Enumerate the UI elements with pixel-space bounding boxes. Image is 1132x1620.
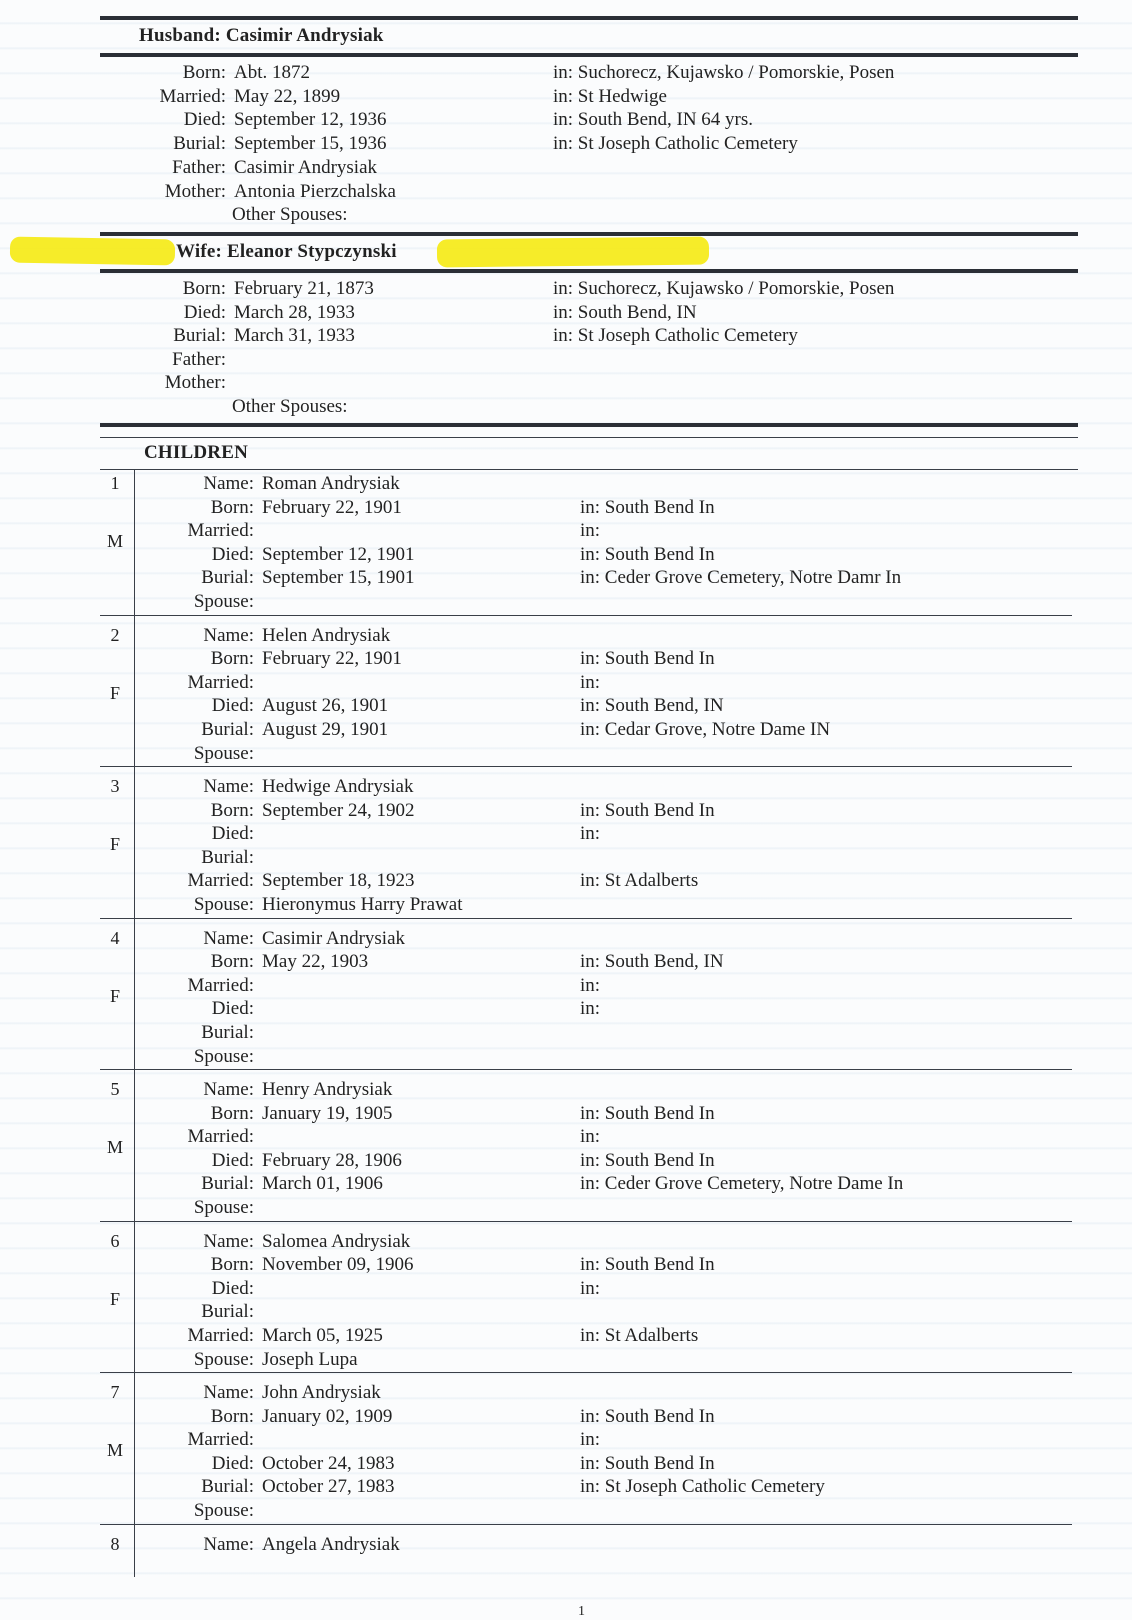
child-sex: F [109, 682, 120, 703]
child-sex: F [109, 985, 120, 1006]
child-row-label: Married: [187, 671, 254, 693]
child-row-label: Married: [187, 870, 254, 892]
child-row-label: Burial: [201, 846, 254, 868]
husband-rule [100, 53, 1078, 57]
husband-row-value: May 22, 1899 [234, 85, 341, 107]
child-row-place: in: Ceder Grove Cemetery, Notre Dame In [580, 1173, 904, 1195]
wife-row-value: March 31, 1933 [234, 325, 355, 346]
child-row-place: in: South Bend In [580, 648, 715, 670]
child-row-place: in: South Bend In [580, 1452, 715, 1474]
husband-row-value: Abt. 1872 [234, 62, 310, 83]
child-separator-rule [100, 1524, 1072, 1525]
husband-row-value: Antonia Pierzchalska [234, 180, 396, 202]
child-row-label: Married: [187, 1324, 254, 1346]
husband-row-value: September 15, 1936 [234, 133, 387, 155]
child-row-value: May 22, 1903 [262, 951, 369, 973]
child-row-value: Roman Andrysiak [262, 473, 400, 494]
child-number: 8 [110, 1533, 120, 1554]
wife-title: Wife: Eleanor Stypczynski [176, 241, 397, 262]
child-row-value: John Andrysiak [262, 1382, 381, 1403]
child-row-label: Spouse: [193, 1500, 254, 1521]
child-row-place: in: Cedar Grove, Notre Dame IN [580, 718, 831, 740]
wife-other-spouses: Other Spouses: [232, 396, 348, 417]
husband-row-place: in: South Bend, IN 64 yrs. [553, 109, 754, 131]
top-rule [100, 16, 1078, 20]
child-separator-rule [100, 1372, 1072, 1373]
children-top-thin-rule [100, 437, 1078, 438]
husband-row-label: Born: [182, 62, 226, 83]
child-row-label: Burial: [201, 1021, 254, 1043]
wife-row-place: in: Suchorecz, Kujawsko / Pomorskie, Posen [553, 278, 895, 299]
child-row-label: Spouse: [193, 1348, 254, 1370]
husband-row-place: in: St Hedwige [553, 85, 667, 107]
child-row-value: September 18, 1923 [262, 870, 415, 892]
wife-row-place: in: St Joseph Catholic Cemetery [553, 325, 798, 346]
child-number: 4 [110, 927, 120, 948]
child-row-label: Name: [203, 1382, 254, 1403]
child-row-label: Born: [210, 648, 254, 670]
child-separator-rule [100, 918, 1072, 919]
child-row-place: in: South Bend, IN [580, 951, 724, 973]
child-row-value: Helen Andrysiak [262, 624, 391, 646]
child-number: 1 [110, 473, 120, 493]
child-row-place: in: [580, 1277, 601, 1299]
wife-row-value: February 21, 1873 [234, 278, 374, 299]
child-row-label: Married: [187, 520, 254, 542]
child-row-label: Born: [210, 496, 254, 518]
child-row-label: Born: [210, 1102, 254, 1124]
child-row-value: Henry Andrysiak [262, 1079, 393, 1100]
child-row-value: February 22, 1901 [262, 648, 402, 670]
wife-rule [100, 269, 1078, 273]
wife-row-label: Born: [182, 278, 226, 299]
child-row-value: September 15, 1901 [262, 567, 415, 589]
child-row-place: in: [580, 1429, 601, 1451]
child-row-value: January 19, 1905 [262, 1102, 393, 1124]
children-heading: CHILDREN [144, 442, 249, 463]
child-row-label: Name: [203, 927, 254, 949]
husband-row-label: Married: [159, 85, 226, 107]
child-row-label: Name: [203, 776, 254, 797]
child-row-place: in: South Bend In [580, 543, 715, 565]
husband-row-place: in: Suchorecz, Kujawsko / Pomorskie, Posen [553, 62, 895, 83]
husband-row-label: Father: [172, 156, 226, 178]
child-sex: M [106, 1137, 123, 1157]
child-row-place: in: Ceder Grove Cemetery, Notre Damr In [580, 567, 902, 589]
child-row-value: Hieronymus Harry Prawat [262, 894, 463, 915]
child-row-value: Hedwige Andrysiak [262, 776, 414, 797]
child-row-place: in: South Bend In [580, 799, 715, 821]
child-row-place: in: [580, 998, 601, 1020]
child-number: 6 [110, 1230, 120, 1251]
child-row-label: Spouse: [193, 742, 254, 764]
child-row-place: in: South Bend In [580, 1102, 715, 1124]
wife-row-label: Died: [183, 301, 226, 323]
child-row-place: in: South Bend In [580, 1254, 715, 1276]
child-row-value: Casimir Andrysiak [262, 927, 406, 949]
child-row-place: in: St Adalberts [580, 1324, 699, 1346]
child-row-place: in: [580, 520, 601, 542]
child-row-label: Married: [187, 1429, 254, 1451]
child-row-label: Burial: [201, 1301, 254, 1323]
husband-row-value: September 12, 1936 [234, 109, 387, 131]
child-row-value: Joseph Lupa [262, 1348, 358, 1370]
child-row-label: Born: [210, 1254, 254, 1276]
child-row-label: Name: [203, 1079, 254, 1100]
child-row-value: October 24, 1983 [262, 1452, 395, 1474]
child-row-value: November 09, 1906 [262, 1254, 414, 1276]
child-separator-rule [100, 1221, 1072, 1222]
child-sex: F [109, 834, 120, 854]
child-row-value: February 28, 1906 [262, 1149, 402, 1171]
child-row-label: Died: [211, 543, 254, 565]
child-row-label: Burial: [201, 1173, 254, 1195]
child-row-value: February 22, 1901 [262, 496, 402, 518]
husband-row-place: in: St Joseph Catholic Cemetery [553, 133, 798, 155]
child-row-label: Died: [211, 823, 254, 845]
child-row-place: in: [580, 823, 601, 845]
child-number: 3 [110, 776, 120, 796]
child-row-value: September 12, 1901 [262, 543, 415, 565]
child-row-value: Angela Andrysiak [262, 1533, 400, 1555]
husband-other-spouses: Other Spouses: [232, 204, 348, 225]
child-row-label: Spouse: [193, 894, 254, 915]
highlighter-mark-left [10, 237, 175, 266]
husband-row-label: Mother: [164, 180, 226, 202]
child-separator-rule [100, 615, 1072, 616]
child-row-label: Died: [211, 1452, 254, 1474]
child-row-value: October 27, 1983 [262, 1476, 395, 1498]
child-row-value: September 24, 1902 [262, 799, 415, 821]
child-row-label: Name: [203, 1230, 254, 1252]
child-number: 5 [110, 1079, 120, 1099]
child-row-label: Burial: [201, 1476, 254, 1498]
child-row-label: Spouse: [193, 1045, 254, 1067]
child-row-label: Died: [211, 1277, 254, 1299]
child-row-label: Born: [210, 799, 254, 821]
child-row-place: in: South Bend In [580, 1149, 715, 1171]
child-separator-rule [100, 1069, 1072, 1070]
child-row-place: in: [580, 671, 601, 693]
child-row-label: Died: [211, 1149, 254, 1171]
child-number: 7 [110, 1382, 120, 1402]
children-top-rule [100, 423, 1078, 427]
highlighter-mark-right [437, 237, 709, 268]
child-sex: F [109, 1288, 120, 1309]
child-row-label: Burial: [201, 567, 254, 589]
child-row-value: August 29, 1901 [262, 718, 389, 740]
child-row-place: in: South Bend In [580, 496, 715, 518]
child-row-label: Name: [203, 624, 254, 646]
child-row-place: in: St Joseph Catholic Cemetery [580, 1476, 825, 1498]
child-row-value: August 26, 1901 [262, 695, 389, 717]
child-row-label: Burial: [201, 718, 254, 740]
child-row-label: Born: [210, 1405, 254, 1427]
child-row-label: Died: [211, 998, 254, 1020]
child-row-value: Salomea Andrysiak [262, 1230, 411, 1252]
child-sex: M [106, 1440, 123, 1460]
wife-row-place: in: South Bend, IN [553, 301, 697, 323]
wife-top-rule [100, 232, 1078, 236]
child-row-label: Spouse: [193, 1197, 254, 1218]
child-number: 2 [110, 624, 120, 645]
child-row-place: in: [580, 1126, 601, 1148]
wife-row-label: Burial: [173, 325, 226, 346]
child-row-value: March 05, 1925 [262, 1324, 383, 1346]
child-row-label: Died: [211, 695, 254, 717]
child-separator-rule [100, 766, 1072, 767]
child-row-value: January 02, 1909 [262, 1405, 393, 1427]
children-header-rule [100, 469, 1078, 470]
child-row-place: in: South Bend, IN [580, 695, 724, 717]
husband-row-label: Burial: [173, 133, 226, 155]
wife-row-label: Father: [172, 348, 226, 370]
page-number: 1 [578, 1604, 585, 1619]
husband-row-value: Casimir Andrysiak [234, 156, 378, 178]
husband-row-label: Died: [183, 109, 226, 131]
child-row-label: Born: [210, 951, 254, 973]
child-row-place: in: St Adalberts [580, 870, 699, 892]
child-row-label: Married: [187, 974, 254, 996]
child-row-value: March 01, 1906 [262, 1173, 383, 1195]
child-row-label: Name: [203, 473, 254, 494]
child-row-label: Name: [203, 1533, 254, 1555]
husband-title: Husband: Casimir Andrysiak [139, 25, 384, 46]
child-row-place: in: [580, 974, 601, 996]
wife-row-value: March 28, 1933 [234, 301, 355, 323]
child-row-label: Spouse: [193, 591, 254, 612]
child-row-place: in: South Bend In [580, 1405, 715, 1427]
wife-row-label: Mother: [164, 372, 226, 393]
child-row-label: Married: [187, 1126, 254, 1148]
child-sex: M [106, 531, 123, 551]
